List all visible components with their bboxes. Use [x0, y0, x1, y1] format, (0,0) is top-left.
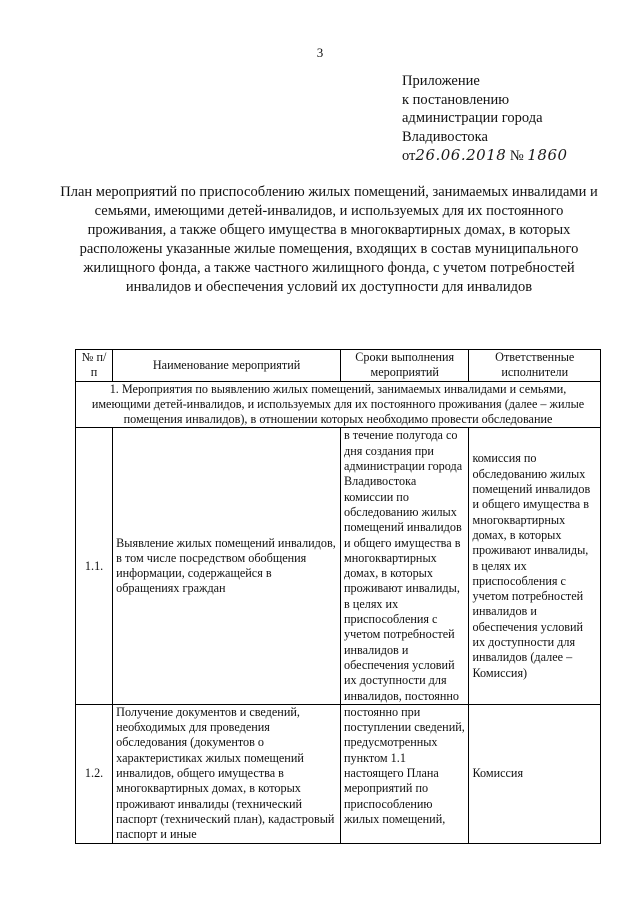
- row-executor: комиссия по обследованию жилых помещений инвалидов и общего имущества в многоквартирных домах, в которых проживают инвалиды, в целях их приспособления с учетом потребностей инвалидов и обеспечения условий их доступности для инвалидов (далее – Комиссия): [469, 428, 601, 704]
- row-executor: Комиссия: [469, 704, 601, 843]
- row-term: постоянно при поступлении сведений, предусмотренных пунктом 1.1 настоящего Плана мероприятий по приспособлению жилых помещений,: [341, 704, 469, 843]
- header-executor: Ответственные исполнители: [469, 350, 601, 382]
- appendix-block: [402, 72, 568, 166]
- table-row: [76, 428, 601, 704]
- header-term: Сроки выполнения мероприятий: [341, 350, 469, 382]
- from-prefix: от: [402, 148, 416, 164]
- header-name: Наименование мероприятий: [113, 350, 341, 382]
- table-row: [76, 704, 601, 843]
- document-title: План мероприятий по приспособлению жилых помещений, занимаемых инвалидами и семьями, имеющими детей-инвалидов, и используемых для их постоянного проживания, а также общего имущества в многоквартирных домах, в которых расположены указанные жилые помещения, входящих в состав муниципального жилищного фонда, а также частного жилищного фонда, с учетом потребностей инвалидов и обеспечения условий их доступности для инвалидов: [60, 184, 598, 295]
- section-row: [76, 381, 601, 428]
- appendix-date-line: [402, 146, 568, 166]
- handwritten-date: 26.06.2018: [415, 146, 507, 164]
- appendix-line-2: к постановлению: [402, 91, 510, 108]
- row-number: 1.1.: [76, 428, 113, 704]
- number-sign: №: [509, 148, 524, 164]
- appendix-line-4: Владивостока: [402, 128, 488, 145]
- header-number: № п/п: [76, 350, 113, 382]
- row-name: Выявление жилых помещений инвалидов, в том числе посредством обобщения информации, содержащейся в обращениях граждан: [113, 428, 341, 704]
- plan-table: [75, 349, 601, 844]
- row-number: 1.2.: [76, 704, 113, 843]
- table-header-row: [76, 350, 601, 382]
- appendix-line-1: Приложение: [402, 73, 480, 89]
- section-1-heading: 1. Мероприятия по выявлению жилых помещений, занимаемых инвалидами и семьями, имеющими детей-инвалидов, и используемых для их постоянного проживания (далее – жилые помещения инвалидов), в отношении которых необходимо провести обследование: [76, 381, 601, 428]
- row-term: в течение полугода со дня создания при администрации города Владивостока комиссии по обследованию жилых помещений инвалидов и общего имущества в многоквартирных домах, в которых проживают инвалиды, в целях их приспособления с учетом потребностей инвалидов и обеспечения условий их доступности для инвалидов, постоянно: [341, 428, 469, 704]
- row-name: Получение документов и сведений, необходимых для проведения обследования (документов о характеристиках жилых помещений инвалидов, общего имущества в многоквартирных домах, в которых проживают инвалиды (технический паспорт (технический план), кадастровый паспорт и иные: [113, 704, 341, 843]
- appendix-line-3: администрации города: [402, 110, 543, 126]
- handwritten-number: 1860: [527, 146, 568, 164]
- page-number: 3: [316, 45, 324, 60]
